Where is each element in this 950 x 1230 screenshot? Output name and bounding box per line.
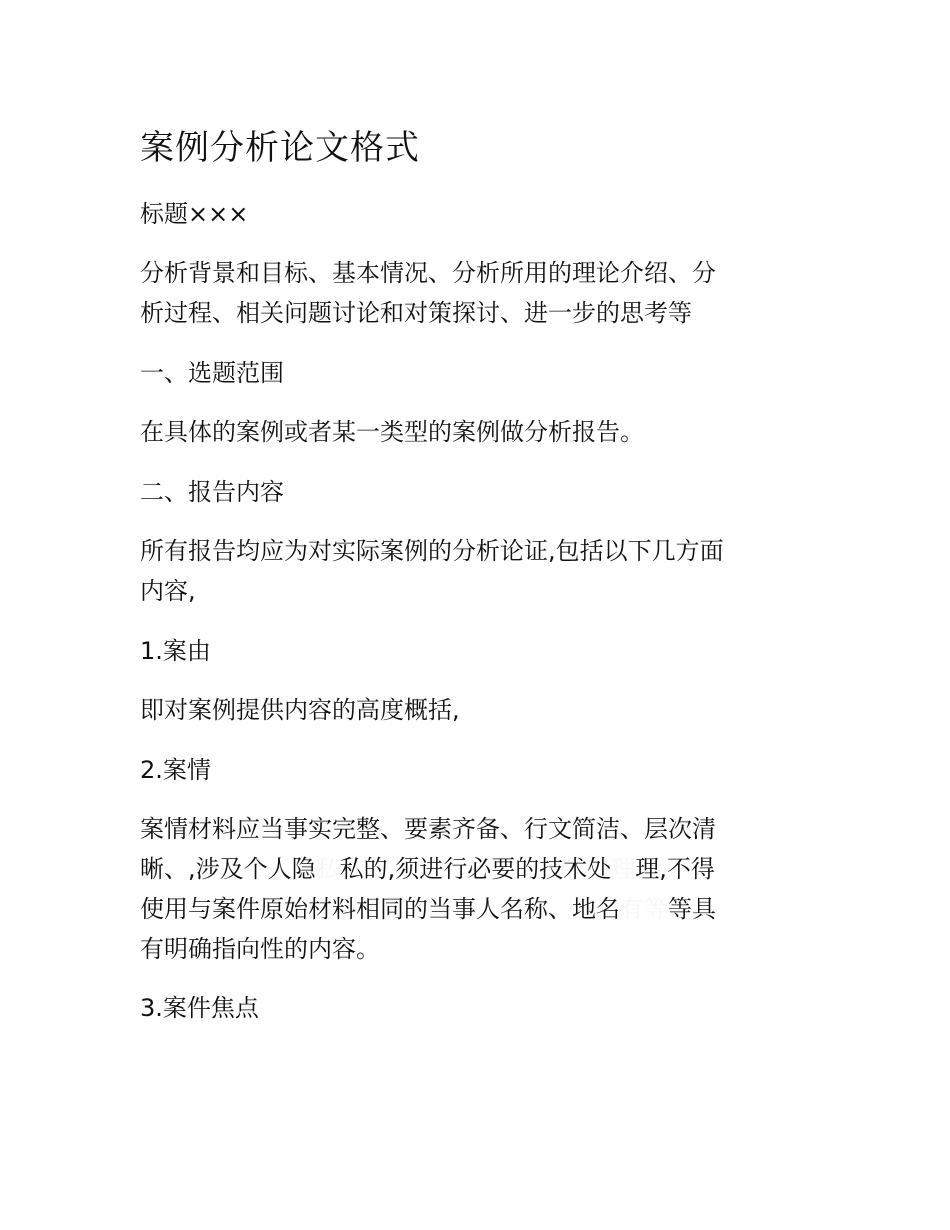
facts-line-3-part-b: 等具 — [668, 895, 716, 923]
item-heading-focus: 3.案件焦点 — [140, 994, 259, 1022]
item-text-facts-line-3 — [140, 889, 820, 929]
subtitle-placeholder: 标题××× — [140, 200, 249, 228]
item-text-facts-line-2 — [140, 849, 820, 889]
facts-line-2-part-b: 私的,须进行必要的技术处 — [339, 855, 612, 883]
section-heading-content: 二、报告内容 — [140, 478, 284, 506]
watermark-char-2: 理 — [611, 855, 636, 883]
item-heading-facts: 2.案情 — [140, 756, 211, 784]
intro-line-1: 分析背景和目标、基本情况、分析所用的理论介绍、分 — [140, 259, 716, 287]
item-text-cause: 即对案例提供内容的高度概括, — [140, 696, 460, 724]
facts-line-2-part-c: 理,不得 — [635, 855, 715, 883]
item-text-facts-line-4: 有明确指向性的内容。 — [140, 935, 380, 963]
section-text-content-line-2: 内容, — [140, 577, 196, 605]
section-text-content-line-1: 所有报告均应为对实际案例的分析论证,包括以下几方面 — [140, 537, 724, 565]
watermark-char-1: 私 — [315, 855, 340, 883]
document-title: 案例分析论文格式 — [140, 128, 420, 168]
facts-line-2-part-a: 晰、,涉及个人隐 — [140, 855, 316, 883]
section-heading-scope: 一、选题范围 — [140, 359, 284, 387]
intro-line-2: 析过程、相关问题讨论和对策探讨、进一步的思考等 — [140, 299, 692, 327]
item-heading-cause: 1.案由 — [140, 637, 211, 665]
watermark-chars-3: 有等 — [620, 895, 668, 923]
item-text-facts-line-1: 案情材料应当事实完整、要素齐备、行文简洁、层次清 — [140, 815, 716, 843]
section-text-scope: 在具体的案例或者某一类型的案例做分析报告。 — [140, 418, 644, 446]
facts-line-3-part-a: 使用与案件原始材料相同的当事人名称、地名 — [140, 895, 620, 923]
